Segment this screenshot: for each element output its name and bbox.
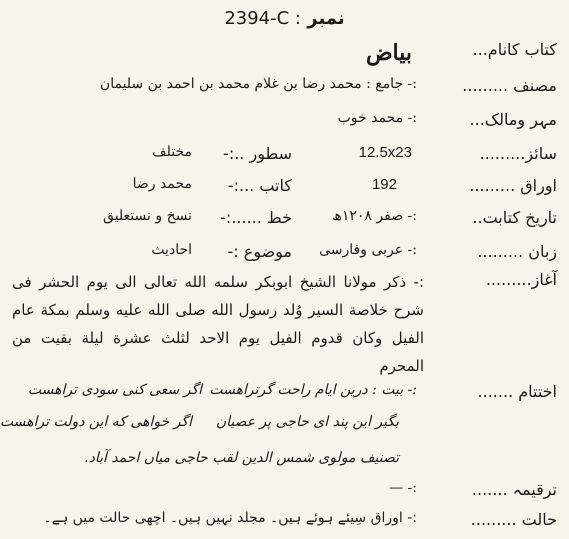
field-language <box>12 242 557 268</box>
field-size <box>12 144 557 170</box>
date-label: تاریخ کتابت.. <box>472 208 557 227</box>
subject-value: احادیث <box>151 242 192 258</box>
scribe-label: كاتب ...:- <box>227 176 292 195</box>
field-author <box>12 76 557 102</box>
seal-owner-value: :- محمد خوب <box>337 110 417 126</box>
script-label: خط ......:- <box>220 208 292 227</box>
title-value: بیاض <box>365 40 412 66</box>
number-label: نمبر <box>307 8 345 29</box>
explicit-verse-2a: بگیر این پند ای حاجی پر عصیان <box>215 414 399 430</box>
field-seal-owner <box>12 110 557 136</box>
colophon-label: ترقیمہ ....... <box>471 480 557 499</box>
incipit-label: آغاز......... <box>485 270 557 289</box>
size-value: 12.5x23 <box>358 144 412 161</box>
scribe-value: محمد رضا <box>132 176 192 192</box>
lines-value: مختلف <box>152 144 192 160</box>
title-label: كتاب كانام... <box>472 40 557 59</box>
folios-value: 192 <box>371 176 397 193</box>
size-label: سائز......... <box>479 144 557 163</box>
field-date-script <box>12 208 557 234</box>
field-colophon <box>12 480 557 506</box>
seal-owner-label: مہر ومالک... <box>469 110 557 129</box>
condition-label: حالت ......... <box>470 510 557 529</box>
field-title <box>12 40 557 66</box>
explicit-author-note: تصنیف مولوی شمس الدین لقب حاجی میاں احمد آباد. <box>84 450 399 466</box>
explicit-verse-1a: :- بيت : درين ايام راحت گرتراهست <box>209 382 417 398</box>
explicit-verse-1b: اگر سعی کنی سودی تراهست <box>27 382 202 398</box>
catalog-number-header <box>0 8 569 29</box>
field-incipit <box>12 270 557 380</box>
lines-label: سطور ..:- <box>223 144 292 163</box>
field-folios <box>12 176 557 202</box>
language-label: زبان ......... <box>477 242 557 261</box>
explicit-verse-2b: اگر خواهی که این دولت تراهست <box>0 414 192 430</box>
author-label: مصنف ......... <box>462 76 557 95</box>
incipit-value: :- ذكر مولانا الشيخ ابوبكر سلمه الله تعالى الى يوم الحشر فى شرح خلاصة السير وُلد رسول الله صلى الله عليه وسلم بمكة عام الفيل وكان قدوم الفيل يوم الاحد لثلث عشرة ليلة بقيت من المحرم <box>12 273 424 375</box>
field-explicit <box>0 382 557 482</box>
language-value: :- عربی وفارسی <box>319 242 417 258</box>
author-value: :- جامع : محمد رضا بن غلام محمد بن احمد بن سلیمان <box>99 76 417 92</box>
field-condition <box>12 510 557 536</box>
script-value: نسخ و نستعلیق <box>103 208 192 224</box>
colophon-value: :- — <box>389 480 417 496</box>
date-value: :- صفر ۱۲۰۸ھ <box>332 208 417 224</box>
condition-value: :- اوراق سِیئے ہوئے ہیں۔ مجلد نہیں ہیں۔ اچھی حالت میں ہے۔ <box>43 510 417 526</box>
number-value: 2394-C : <box>224 8 301 29</box>
subject-label: موضوع :- <box>227 242 292 261</box>
folios-label: اوراق ......... <box>469 176 557 195</box>
explicit-label: اختتام ....... <box>477 382 557 401</box>
